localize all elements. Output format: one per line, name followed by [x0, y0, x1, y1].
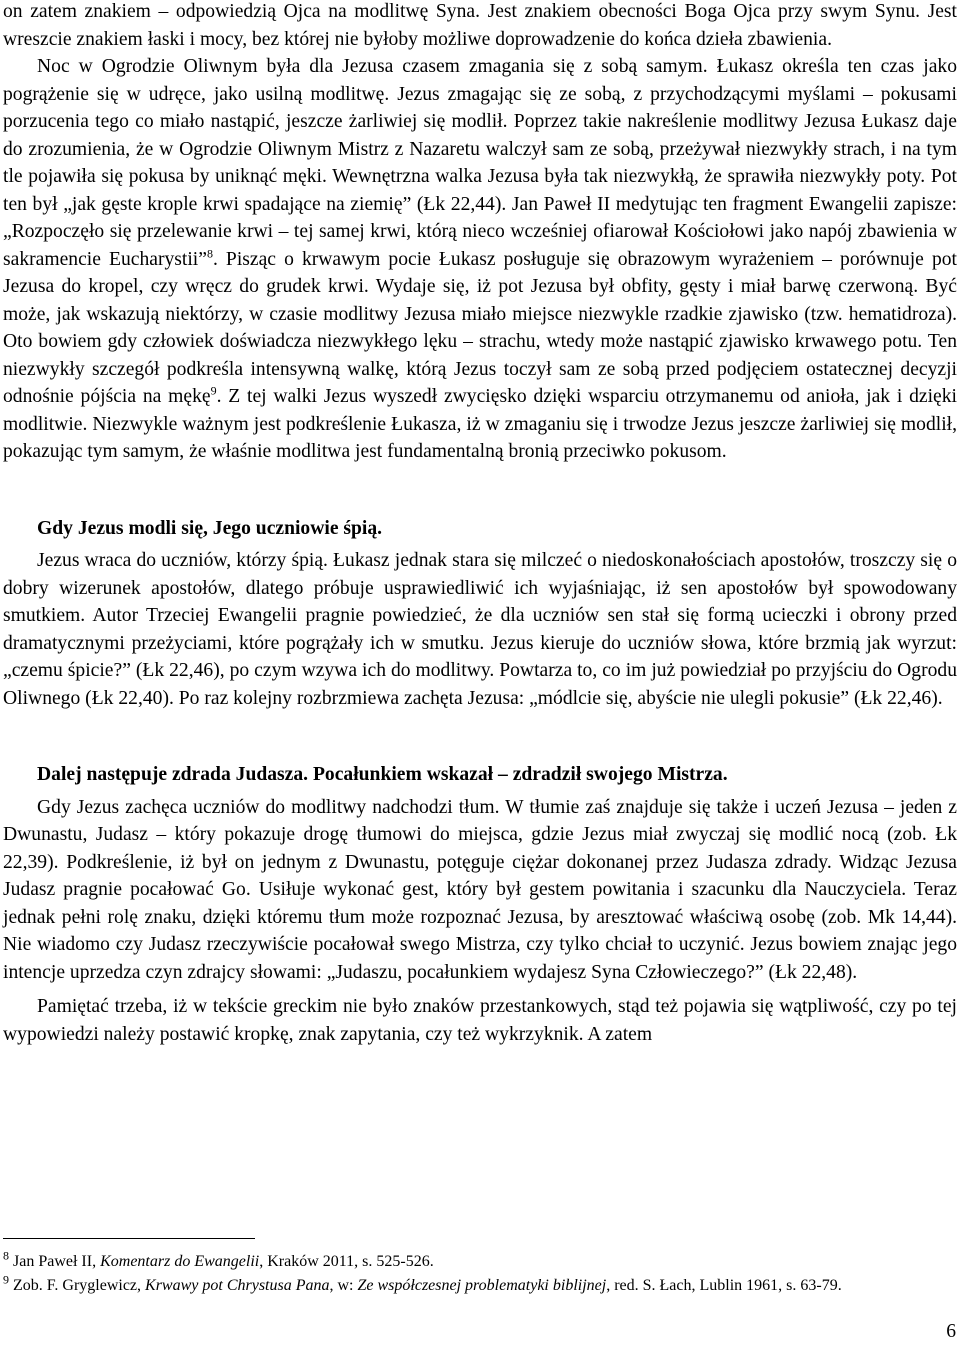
paragraph-2-text-c: . Z tej walki Jezus wyszedł zwycięsko dzięki wsparciu otrzymanemu od anioła, jak i dzięki modlitwie. Niezwykle ważnym jest podkreślenie Łukasza, iż w zmaganiu się i trwodze Jezus jeszcze żarliwiej się modlił, pokazując tym samym, że właśnie modlitwa jest fundamentalną bronią przeciwko pokusom. [3, 386, 957, 462]
footnote-8-text: Jan Paweł II, [9, 1253, 101, 1270]
paragraph-5: Pamiętać trzeba, iż w tekście greckim nie było znaków przestankowych, stąd też pojawia się wątpliwość, czy po tej wypowiedzi należy postawić kropkę, znak zapytania, czy też wykrzyknik. A zatem [3, 996, 957, 1045]
footnote-ref-8: 8 [206, 245, 213, 260]
page-number: 6 [946, 1321, 956, 1342]
section-heading-1: Gdy Jezus modli się, Jego uczniowie śpią. [37, 517, 383, 539]
paragraph-2 [3, 53, 957, 466]
footnotes [3, 1250, 957, 1298]
footnote-8-source: , Kraków 2011, s. 525-526. [259, 1253, 434, 1270]
footnote-9-text: Zob. F. Gryglewicz, [9, 1277, 146, 1294]
footnote-8-title: Komentarz do Ewangelii [100, 1253, 260, 1270]
footnote-9-title: Krwawy pot Chrystusa Pana [145, 1277, 330, 1294]
footnote-ref-9: 9 [210, 383, 217, 398]
section-heading-2: Dalej następuje zdrada Judasza. Pocałunkiem wskazał – zdradził swojego Mistrza. [37, 764, 728, 785]
footnote-9-number: 9 [3, 1272, 9, 1287]
footnote-8 [3, 1250, 957, 1274]
paragraph-2-text-b: . Pisząc o krwawym pocie Łukasz posługuje się obrazowym wyrażeniem – porównuje pot Jezusa do kropel, czy wręcz do grudek krwi. Wydaje się, iż pot Jezusa był obfity, gęsty i miał barwę czerwoną. Być może, jak wskazują niektórzy, w czasie modlitwy Jezusa miało miejsce niezwykle rzadkie zjawisko (tzw. hematidroza). Oto bowiem gdy człowiek doświadcza niezwykłego lęku – strachu, wtedy może nastąpić zjawisko krwawego potu. Ten niezwykły szczegół podkreśla intensywną walkę, którą Jezus toczył sam ze sobą przed podjęciem ostatecznej decyzji odnośnie pójścia na mękę [3, 248, 957, 407]
footnote-separator [3, 1238, 255, 1239]
footnote-9-source: , red. S. Łach, Lublin 1961, s. 63-79. [606, 1277, 842, 1294]
paragraph-2-text-a: Noc w Ogrodzie Oliwnym była dla Jezusa czasem zmagania się z sobą samym. Łukasz określa ten czas jako pogrążenie się w udręce, jako usilną modlitwę. Jezus zmagając się ze sobą, z przychodzącymi myślami – pokusami porzucenia tego co miało nastąpić, jeszcze żarliwiej się modlił. Poprzez takie nakreślenie modlitwy Jezusa Łukasz daje do zrozumienia, że w Ogrodzie Oliwnym Mistrz z Nazaretu walczył sam ze sobą, przeżywał niezwykły strach, i na tym tle pojawiła się pokusa by uniknąć męki. Wewnętrzna walka Jezusa była tak niezwykłą, że sprawiła niezwykły poty. Pot ten był „jak gęste krople krwi spadające na ziemię” (Łk 22,44). Jan Paweł II medytując ten fragment Ewangelii zapisze: „Rozpoczęło się przelewanie krwi – tej samej krwi, którą nieco wcześniej ofiarował Kościołowi jako napój zbawienia w sakramencie Eucharystii” [3, 56, 957, 270]
document-page [3, 0, 957, 1048]
paragraph-1: on zatem znakiem – odpowiedzią Ojca na modlitwę Syna. Jest znakiem obecności Boga Ojca przy swym Synu. Jest wreszcie znakiem łaski i mocy, bez której nie byłoby możliwe doprowadzenie do końca dzieła zbawienia. [3, 1, 957, 50]
footnote-8-number: 8 [3, 1248, 9, 1263]
footnote-9-in: , w: [329, 1277, 358, 1294]
footnote-9-book-title: Ze współczesnej problematyki biblijnej [357, 1277, 607, 1294]
paragraph-4: Gdy Jezus zachęca uczniów do modlitwy nadchodzi tłum. W tłumie zaś znajduje się także i uczeń Jezusa – jeden z Dwunastu, Judasz – który pokazuje drogę tłumowi do miejsca, gdzie Jezus miał zwyczaj się modlić nocą (zob. Łk 22,39). Podkreślenie, iż był on jednym z Dwunastu, potęguje ciężar dokonanej przez Judasza zdrady. Widząc Jezusa Judasz pragnie pocałować Go. Usiłuje wykonać gest, który był gestem powitania i szacunku dla Nauczyciela. Teraz jednak pełni rolę znaku, dzięki któremu tłum może rozpoznać Jezusa, by aresztować właściwą osobę (zob. Mk 14,44). Nie wiadomo czy Judasz rzeczywiście pocałował swego Mistrza, czy tylko chciał to uczynić. Jezus bowiem znając jego intencje uprzedza czyn zdrajcy słowami: „Judaszu, pocałunkiem wydajesz Syna Człowieczego?” (Łk 22,48). [3, 796, 957, 983]
paragraph-3: Jezus wraca do uczniów, którzy śpią. Łukasz jednak stara się milczeć o niedoskonałościach apostołów, troszczy się o dobry wizerunek apostołów, dlatego próbuje usprawiedliwić ich wyjaśniając, iż sen apostołów był spowodowany smutkiem. Autor Trzeciej Ewangelii pragnie powiedzieć, że dla uczniów sen stał się formą ucieczki i obrony przed dramatycznymi przeżyciami, które pogrążały ich w smutku. Jezus kieruje do uczniów słowa, które brzmią jak wyrzut: „czemu śpicie?” (Łk 22,46), po czym wzywa ich do modlitwy. Powtarza to, co im już powiedział po przyjściu do Ogrodu Oliwnego (Łk 22,40). Po raz kolejny rozbrzmiewa zachęta Jezusa: „módlcie się, abyście nie ulegli pokusie” (Łk 22,46). [3, 550, 957, 709]
footnote-9 [3, 1274, 957, 1298]
